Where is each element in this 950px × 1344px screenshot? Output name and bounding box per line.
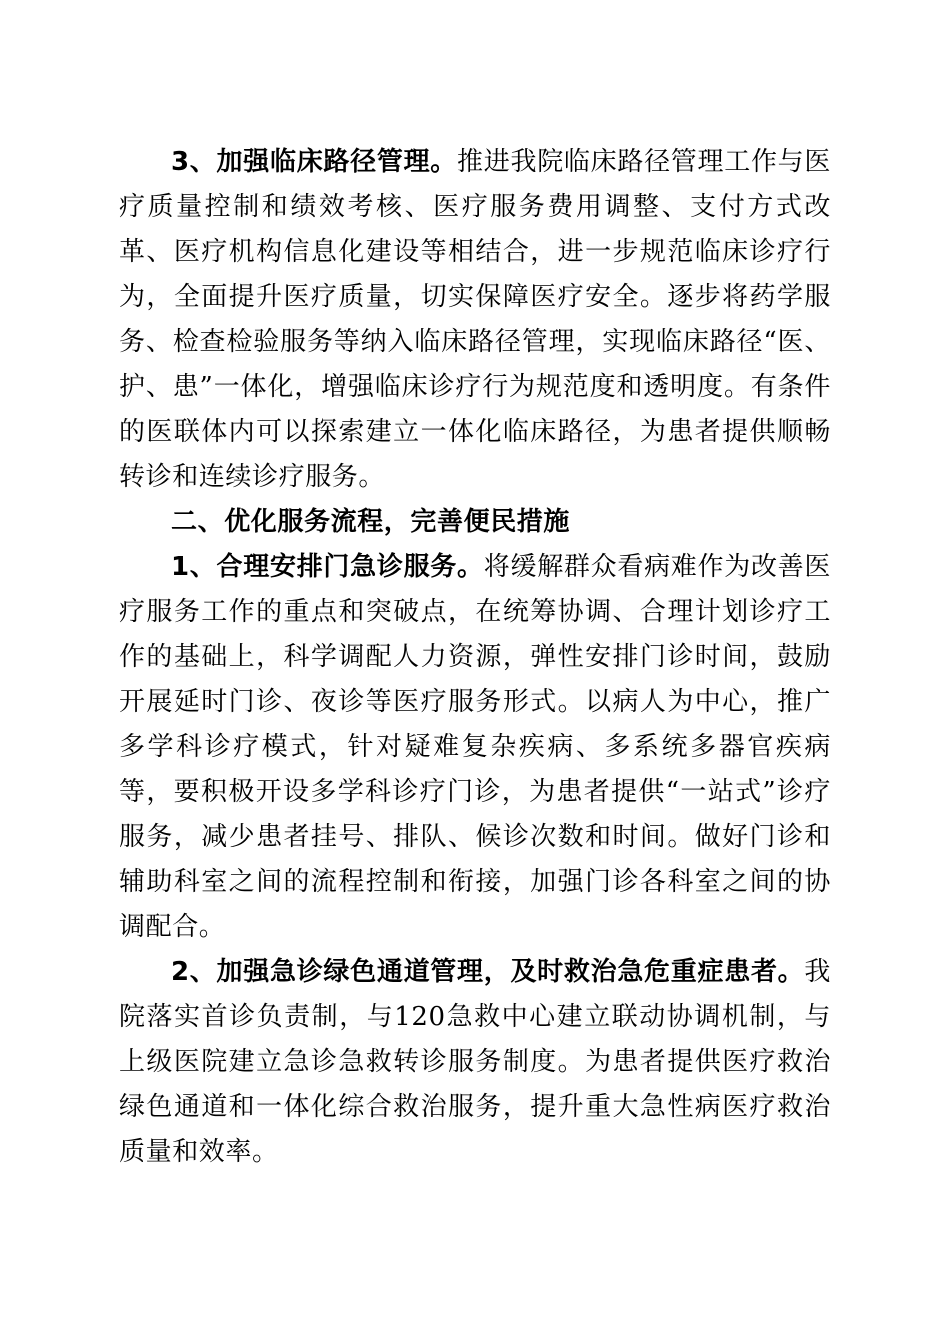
paragraph-text: 推进我院临床路径管理工作与医疗质量控制和绩效考核、医疗服务费用调整、支付方式改革、医疗机构信息化建设等相结合，进一步规范临床诊疗行为，全面提升医疗质量，切实保障医疗安全。逐步将药学服务、检查检验服务等纳入临床路径管理，实现临床路径“医、护、患”一体化，增强临床诊疗行为规范度和透明度。有条件的医联体内可以探索建立一体化临床路径，为患者提供顺畅转诊和连续诊疗服务。 bbox=[119, 147, 831, 492]
document-body bbox=[119, 140, 831, 1175]
paragraph-lead: 1、合理安排门急诊服务。 bbox=[171, 552, 484, 582]
section-heading: 二、优化服务流程，完善便民措施 bbox=[171, 507, 571, 537]
paragraph-lead: 3、加强临床路径管理。 bbox=[171, 147, 458, 177]
paragraph-clinical-pathway bbox=[119, 140, 831, 500]
paragraph-outpatient-service bbox=[119, 545, 831, 950]
paragraph-text: 将缓解群众看病难作为改善医疗服务工作的重点和突破点，在统筹协调、合理计划诊疗工作的基础上，科学调配人力资源，弹性安排门诊时间，鼓励开展延时门诊、夜诊等医疗服务形式。以病人为中心，推广多学科诊疗模式，针对疑难复杂疾病、多系统多器官疾病等，要积极开设多学科诊疗门诊，为患者提供“一站式”诊疗服务，减少患者挂号、排队、候诊次数和时间。做好门诊和辅助科室之间的流程控制和衔接，加强门诊各科室之间的协调配合。 bbox=[119, 552, 831, 942]
paragraph-emergency-green-channel bbox=[119, 950, 831, 1175]
paragraph-lead: 2、加强急诊绿色通道管理，及时救治急危重症患者。 bbox=[171, 957, 805, 987]
paragraph-text: 我院落实首诊负责制，与120急救中心建立联动协调机制，与上级医院建立急诊急救转诊服务制度。为患者提供医疗救治绿色通道和一体化综合救治服务，提升重大急性病医疗救治质量和效率。 bbox=[119, 957, 831, 1167]
